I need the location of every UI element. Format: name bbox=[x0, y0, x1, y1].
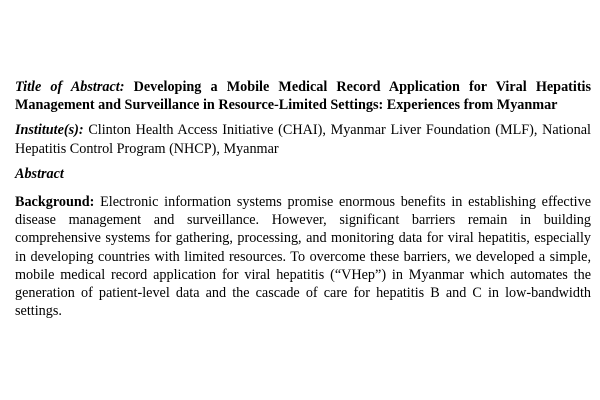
institutes-paragraph bbox=[15, 121, 591, 157]
background-text: Electronic information systems promise enormous benefits in establishing effective disease management and surveillance. However, significant barriers remain in building comprehensive systems for gathering, processing, and monitoring data for viral hepatitis, especially in developing countries with limited resources. To overcome these barriers, we developed a simple, mobile medical record application for viral hepatitis (“VHep”) in Myanmar which automates the generation of patient-level data and the cascade of care for hepatitis B and C in low-bandwidth settings. bbox=[15, 194, 592, 320]
background-label: Background: bbox=[15, 194, 95, 211]
background-paragraph bbox=[15, 193, 591, 320]
abstract-document bbox=[15, 78, 591, 320]
title-text: Developing a Mobile Medical Record Application for Viral Hepatitis Management and Surveillance in Resource-Limited Settings: Experiences from Myanmar bbox=[15, 79, 592, 114]
title-label: Title of Abstract: bbox=[15, 79, 125, 95]
institutes-label: Institute(s): bbox=[15, 122, 84, 139]
institutes-text: Clinton Health Access Initiative (CHAI), Myanmar Liver Foundation (MLF), National Hepatitis Control Program (NHCP), Myanmar bbox=[15, 122, 591, 157]
abstract-heading: Abstract bbox=[15, 165, 64, 182]
abstract-heading-paragraph bbox=[15, 165, 591, 183]
title-paragraph bbox=[15, 78, 591, 114]
